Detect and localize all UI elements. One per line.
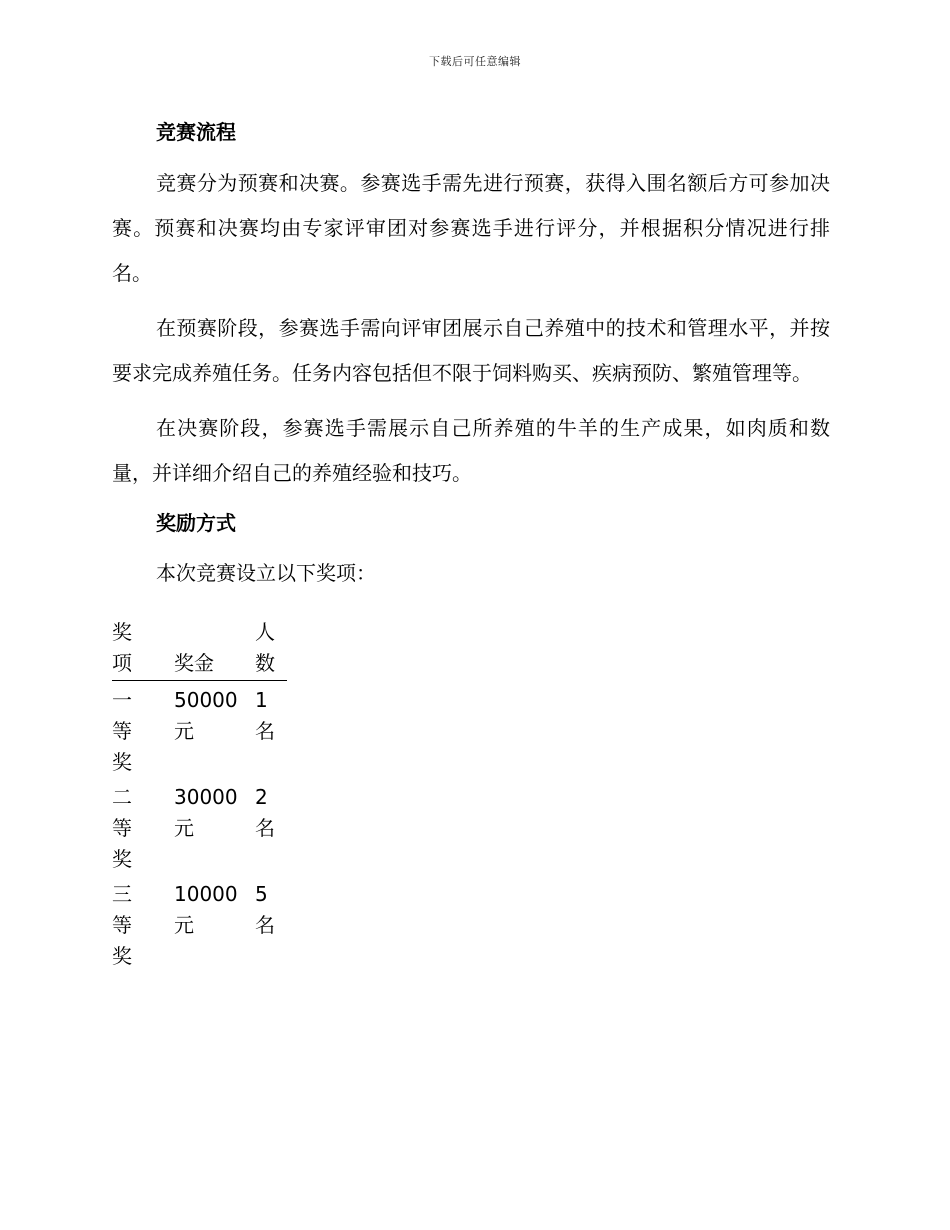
cell-award-name: 二等奖 bbox=[112, 785, 132, 871]
cell-count: 2名 bbox=[255, 785, 275, 840]
cell-count: 5名 bbox=[255, 882, 275, 937]
header-count: 人数 bbox=[255, 617, 287, 681]
table-row bbox=[112, 875, 287, 972]
section-heading-competition-process: 竞赛流程 bbox=[156, 120, 236, 144]
paragraph-preliminary-stage: 在预赛阶段，参赛选手需向评审团展示自己养殖中的技术和管理水平，并按要求完成养殖任务。任务内容包括但不限于饲料购买、疾病预防、繁殖管理等。 bbox=[112, 316, 830, 385]
cell-prize-money: 10000元 bbox=[174, 882, 238, 937]
awards-table bbox=[112, 617, 287, 972]
paragraph-final-stage: 在决赛阶段，参赛选手需展示自己所养殖的牛羊的生产成果，如肉质和数量，并详细介绍自己的养殖经验和技巧。 bbox=[112, 416, 830, 485]
section-heading-awards: 奖励方式 bbox=[156, 511, 236, 535]
header-award: 奖项 bbox=[112, 617, 174, 681]
table-row bbox=[112, 681, 287, 779]
table-header-row bbox=[112, 617, 287, 681]
cell-count: 1名 bbox=[255, 688, 275, 743]
paragraph-awards-intro: 本次竞赛设立以下奖项： bbox=[156, 561, 376, 585]
document-body bbox=[112, 110, 830, 972]
cell-award-name: 一等奖 bbox=[112, 688, 132, 774]
page-header: 下载后可任意编辑 bbox=[429, 55, 521, 68]
header-prize-money: 奖金 bbox=[174, 617, 255, 681]
table-row bbox=[112, 778, 287, 875]
cell-prize-money: 30000元 bbox=[174, 785, 238, 840]
paragraph-competition-overview: 竞赛分为预赛和决赛。参赛选手需先进行预赛，获得入围名额后方可参加决赛。预赛和决赛均由专家评审团对参赛选手进行评分，并根据积分情况进行排名。 bbox=[112, 171, 830, 285]
cell-award-name: 三等奖 bbox=[112, 882, 132, 968]
cell-prize-money: 50000元 bbox=[174, 688, 238, 743]
